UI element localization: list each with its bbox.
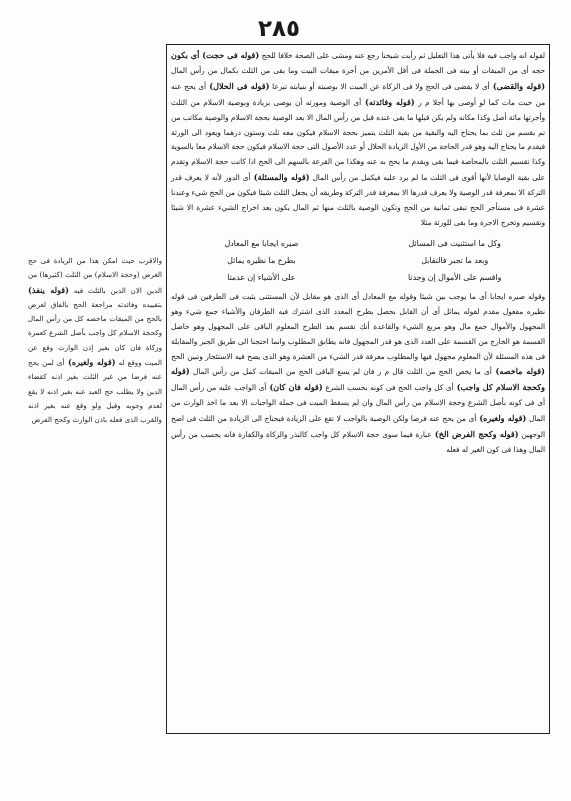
commentary-text: حجه أى من الميقات أو بيته فى الجملة فى أقل الأمرين من أجرة ميقات البيت وما بقى من الثلث بكمال من رأس المال [171,65,545,75]
main-commentary [171,48,545,458]
quoted-lemma: (قوله ولغيره) [476,413,527,424]
quoted-lemma: (قوله فى حجت) أى بكون [171,50,260,60]
page-number: ٢٨٥ [257,16,301,42]
commentary-text: أى الوصية ومورثه أن يوصى بزيادة وبوصية الاسلام من الثلث وأجرتها ماثة أصل وكذا مكانه ولم يكن قبلها ما بقى عنده قبل من رأس المال الا بعد الوصية بحجة الاسلام والوصية مكاتب من تم بقسم من ثلث بما يحتاج اليه والبقية من بقية الثلث يتميز بحجة الاسلام فيكون معه ثلث وستون درهما ويعود الى الورثة فيقدم ما يحتاج اليه وهو قدر الحاجة من الأول الزيادة الحلال أو عدد الأصول التى حجة الاسلام فيكون حجة الاسلام معا بالسوية وكذا تقسيم الثلث بالمحاصة فيما بقى ويقدم ما يحج به عنه وهكذا من القرعة بالسهم الى الحج اذا كانت حجة الاسلام وتقدم على بقية الوصايا لأنها أقوى فى الثلث ما لم يرد عليه فيكمل من رأس المال [171,97,546,183]
quoted-lemma: (قوله وكحج الفرض الخ) [431,429,519,440]
quoted-lemma: (قوله ولغيره) [64,357,116,368]
commentary-text: أى الواجب عليه من رأس المال أى فى كونه بأصل الشرع وحجة الاسلام من رأس المال وان لم يسقط الميت فى جملة الواجبات الا بعد ما اخذ الوارث من المال [171,383,545,424]
quoted-lemma: (قوله والمسئلة) [250,172,310,183]
poem-line [179,235,537,252]
main-text-frame [166,44,550,734]
quoted-lemma: (قوله فى الحلال) [206,80,270,91]
poem-hemistich: واقسم على الأموال إن وجدتا [408,272,502,282]
margin-paragraph [28,254,162,428]
commentary-text: أى كل واجب الحج فى كونه بحسب الشرع [322,383,454,393]
commentary-text: أى ما يخص الحج من الثلث قال م ر فان لم يسع الباقى الحج من الميقات كمل من رأس المال [189,367,492,377]
commentary-text: عبارة فيما سوى حجة الاسلام كل واجب كالنذر والزكاة والكفارة فانه يحسب من رأس المال وهذا فى كون الغير له فعله [171,430,545,454]
main-paragraph-before-poem [171,48,545,231]
margin-commentary [28,254,162,486]
quoted-lemma: (قوله والقضى) [489,80,546,91]
commentary-text: لقوله انه واجب فيه فلا يأتى هذا التعليل ثم رأيت شيخنا رجع عنه ومشى على الصحة خلافا للحج [259,51,545,60]
commentary-text: أى من يحج عنه فرضا ولكن الوصية بالواجب لا تقع على الزيادة فيحتاج الى الزيادة من الثلث فى اصح الوجهين [171,414,545,440]
poem-hemistich: بطرح ما نظيره يماثل [227,255,296,265]
main-paragraph-after-poem [171,290,545,458]
commentary-text: بتقييده وفائدته مراجعة الحج بالفاق لغرض بالحج من الميقات ماخصه كل من رأس المال وكحجة الاسلام كل واجب بأصل الشرع كعمرة وزكاة فان كان بغير إذن الوارث وقع عن الميت ووقع له [28,299,162,368]
quoted-lemma: (قوله وفائدته) [361,96,415,107]
commentary-text: أى لمن يحج عنه فرضا من غير الثلث بغير اذنه كقضاء الدين ولا يطلب حج العبد عنه بغير اذنه لا يقع لعدم وجوبه وقيل ولو وقع عنه بغير اذنه والقرب الذى فعله باذن الوارث وكحج الفرض [28,358,162,425]
poem-hemistich: وبعد ما تجبر فالتقابل [421,255,489,265]
quoted-lemma: (قوله ينفذ) [28,284,69,295]
poem-line [179,269,537,286]
poem-hemistich: وكل ما استثنيت فى المسائل [408,238,501,248]
commentary-text: أى لا يقضى فى الحج ولا فى الزكاة عن الميت الا بوصيته أو بنيابته تبرعا [269,81,490,91]
commentary-text: وقوله صيره ايجابا أى ما يوجب بين شيئا وقوله مع المعادل أى الذى هو مقابل لأن المستثنى يثبت فى الطرفين فى قوله نظيره مفعول مقدم لقوله يماثل أى أن القابل بحصل بطرح المعدد الذى اشترك فيه الطرفان والأشياء جمع شيء وهو المجهول والأموال جمع مال وهو مربع الشيء والقاعدة أنك تقسم بعد الطرح المعلوم الباقى على المجهول وهو حاصل القسمة هو الخارج من القسمة على العدد الذى هو قدر المجهول فانه يطابق المطلوب وانما احتجنا الى طريق الجبر والمقابلة فى هذه المسئلة لأن المعلوم مجهول فيها والمطلوب معرفة قدر الشيء من العشرة وهو الذى يصح فيه الاستئجار وتبين الحج [171,291,545,361]
poem-hemistich: على الأشياء إن عدمتا [227,272,296,282]
quoted-lemma: (قوله وكحجة الاسلام كل واجب) [171,366,545,393]
poem-hemistich: صيره ايجابا مع المعادل [224,238,299,248]
commentary-text: والاقرب حيث امكن هذا من الزيادة فى حج الغرض (وحجة الاسلام) من الثلث (كثيرها) من الدين الان الدين بالثلث فيه [28,256,162,295]
poem-verses [179,235,537,286]
quoted-lemma: (قوله فان كان) [266,382,323,393]
poem-line [179,252,537,269]
quoted-lemma: (قوله ماخصه) [491,366,545,377]
commentary-text: أى يحج عنه من حيث مات كما لو أوصى بها أجلا م ر [171,81,545,107]
commentary-text: أى الدور لأنه لا يعرف قدر التركة الا بمعرفة قدر الوصية ولا يعرف قدرها الا بمعرفة قدر التركة وطريقه أن يجعل الثلث شيئا فيكون من الحج شيء وعندنا عشرة فى مستأجر الحج تبقى ثمانية من الحج وتكون الوصية بالثلث منها ثم المال يكون بعد اخراج الشيء عشرة الا شيئا وتقسيم وتخرج الاجرة وما بقى للورثة مثلا [171,173,545,227]
